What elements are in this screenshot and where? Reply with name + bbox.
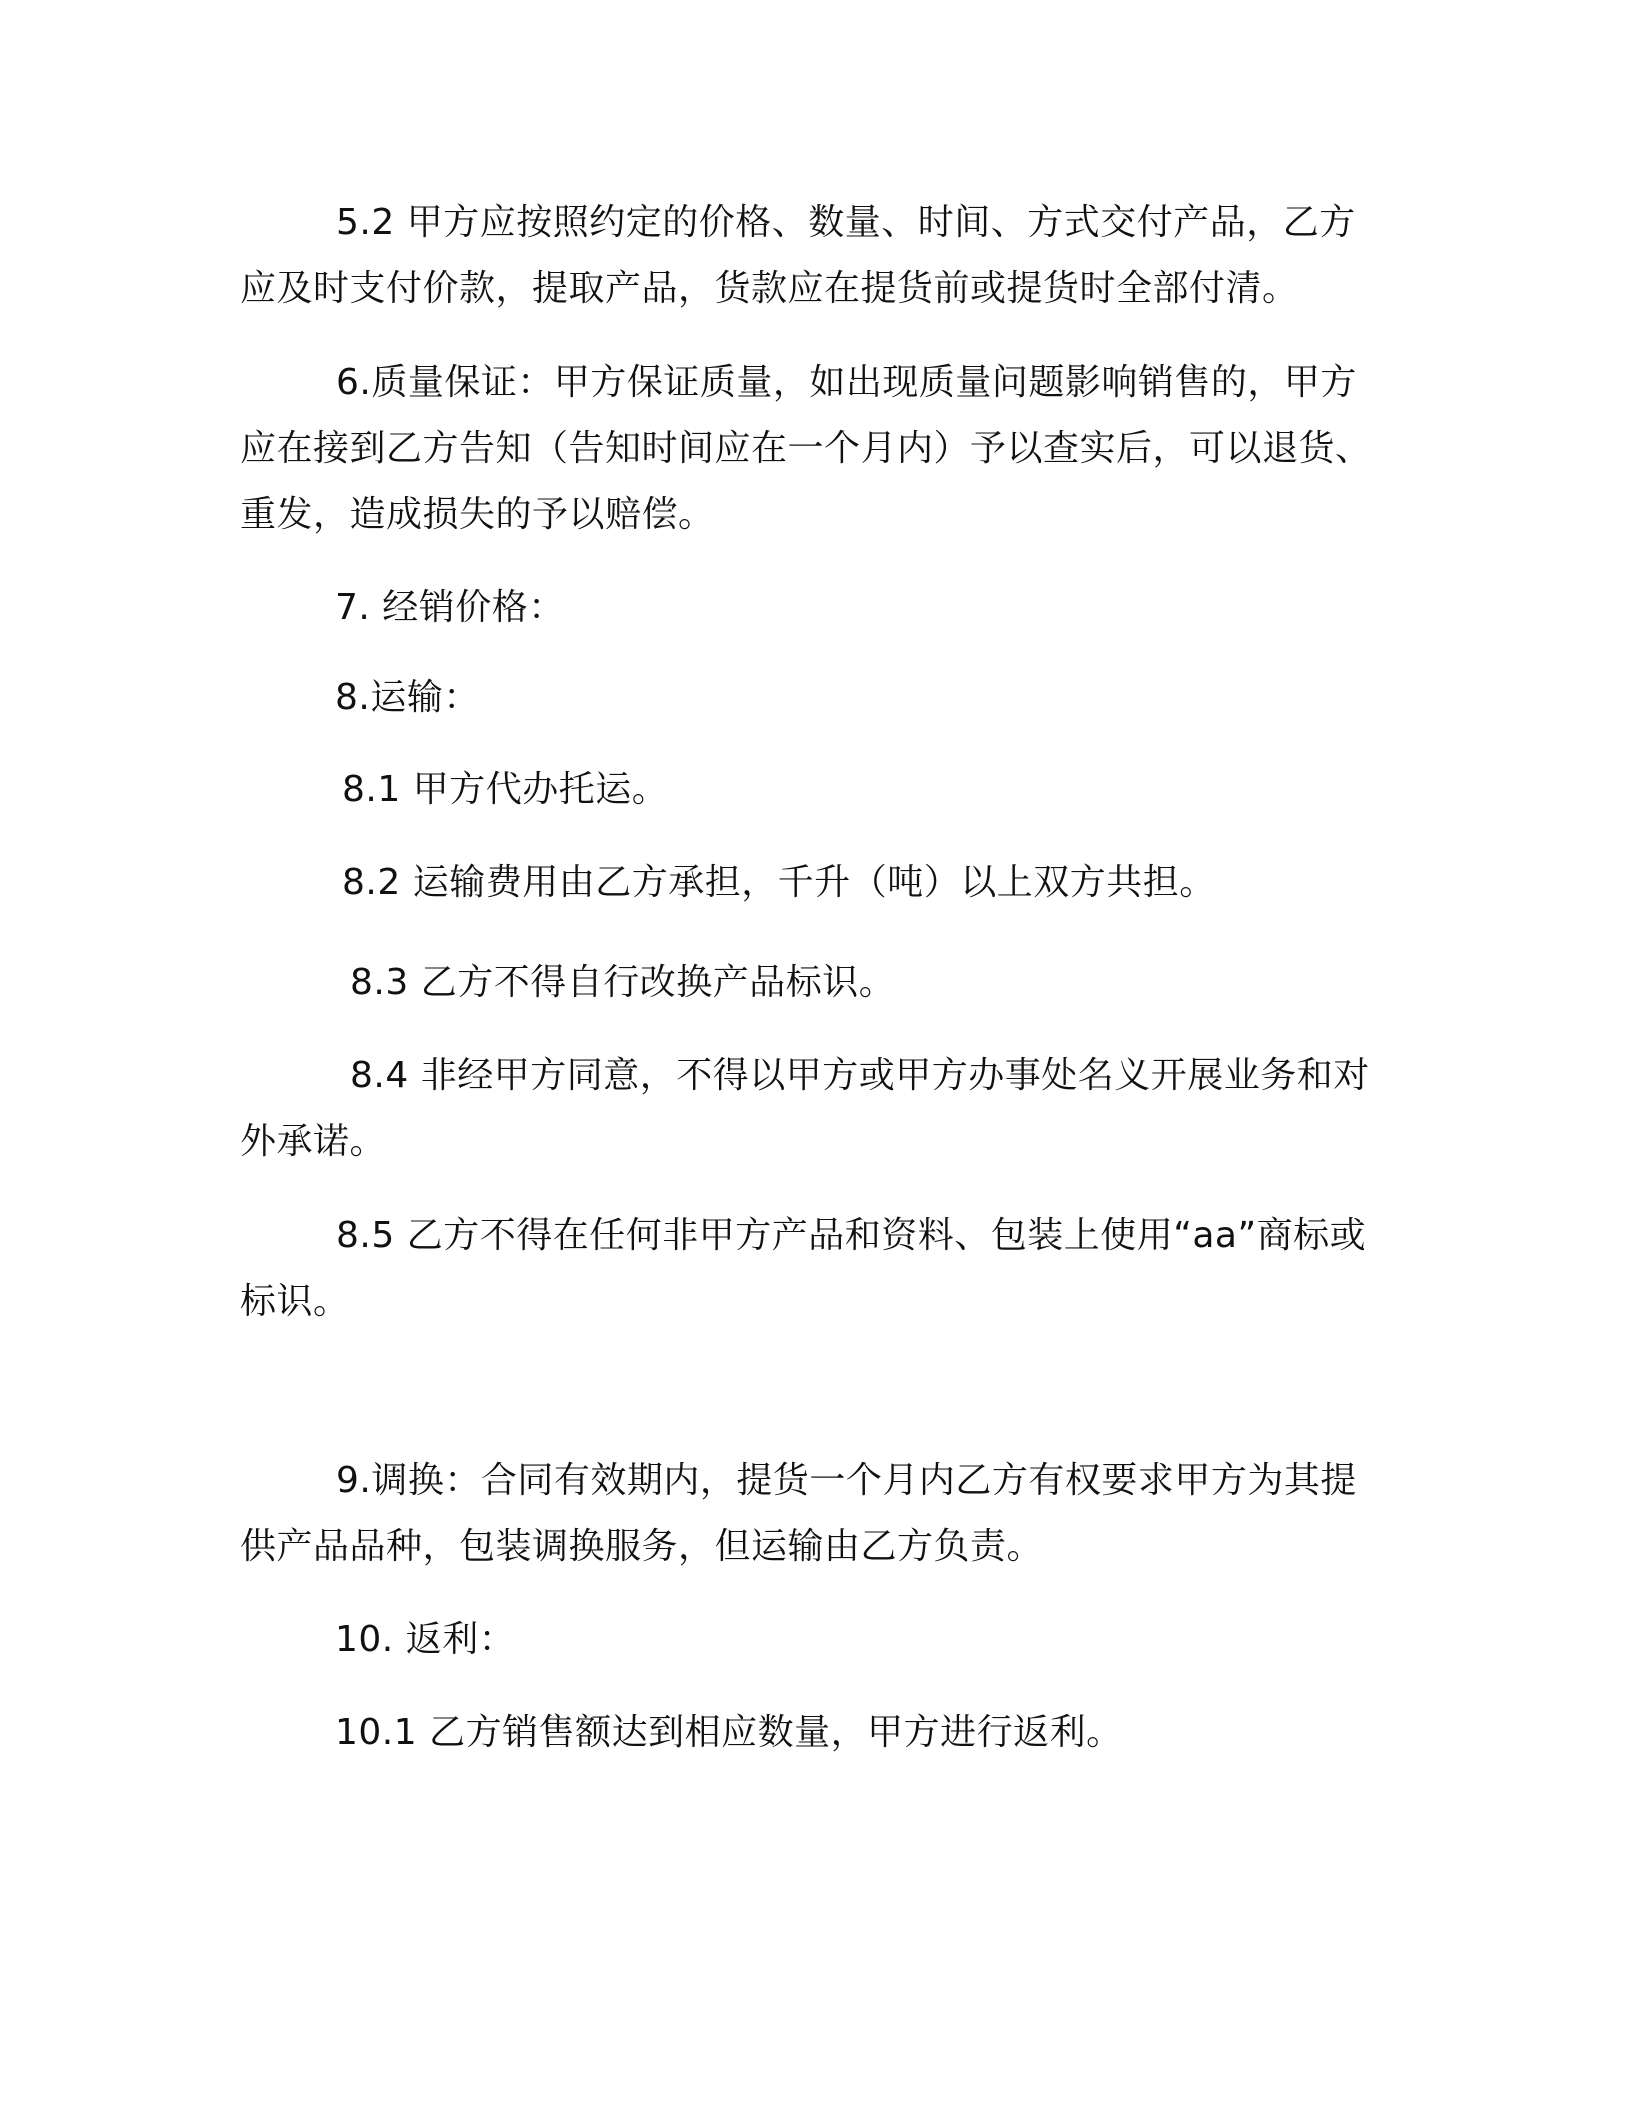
paragraph-8-4: 8.4 非经甲方同意，不得以甲方或甲方办事处名义开展业务和对外承诺。 [240, 1055, 1370, 1162]
paragraph-9-exchange: 9.调换：合同有效期内，提货一个月内乙方有权要求甲方为其提供产品品种，包装调换服务，但运输由乙方负责。 [240, 1460, 1357, 1567]
paragraph-6-quality-guarantee: 6.质量保证：甲方保证质量，如出现质量问题影响销售的，甲方应在接到乙方告知（告知时间应在一个月内）予以查实后，可以退货、重发，造成损失的予以赔偿。 [240, 362, 1372, 535]
paragraph-10-rebate: 10. 返利： [335, 1619, 516, 1660]
paragraph-5-2: 5.2 甲方应按照约定的价格、数量、时间、方式交付产品，乙方应及时支付价款，提取产品，货款应在提货前或提货时全部付清。 [240, 202, 1356, 309]
paragraph-8-3: 8.3 乙方不得自行改换产品标识。 [350, 962, 896, 1003]
paragraph-7-price: 7. 经销价格： [335, 587, 565, 628]
paragraph-8-5: 8.5 乙方不得在任何非甲方产品和资料、包装上使用“aa”商标或标识。 [240, 1215, 1367, 1322]
paragraph-10-1: 10.1 乙方销售额达到相应数量，甲方进行返利。 [335, 1712, 1123, 1753]
paragraph-8-1: 8.1 甲方代办托运。 [342, 769, 669, 810]
paragraph-8-transport: 8.运输： [335, 677, 480, 718]
paragraph-8-2: 8.2 运输费用由乙方承担，千升（吨）以上双方共担。 [342, 862, 1216, 903]
